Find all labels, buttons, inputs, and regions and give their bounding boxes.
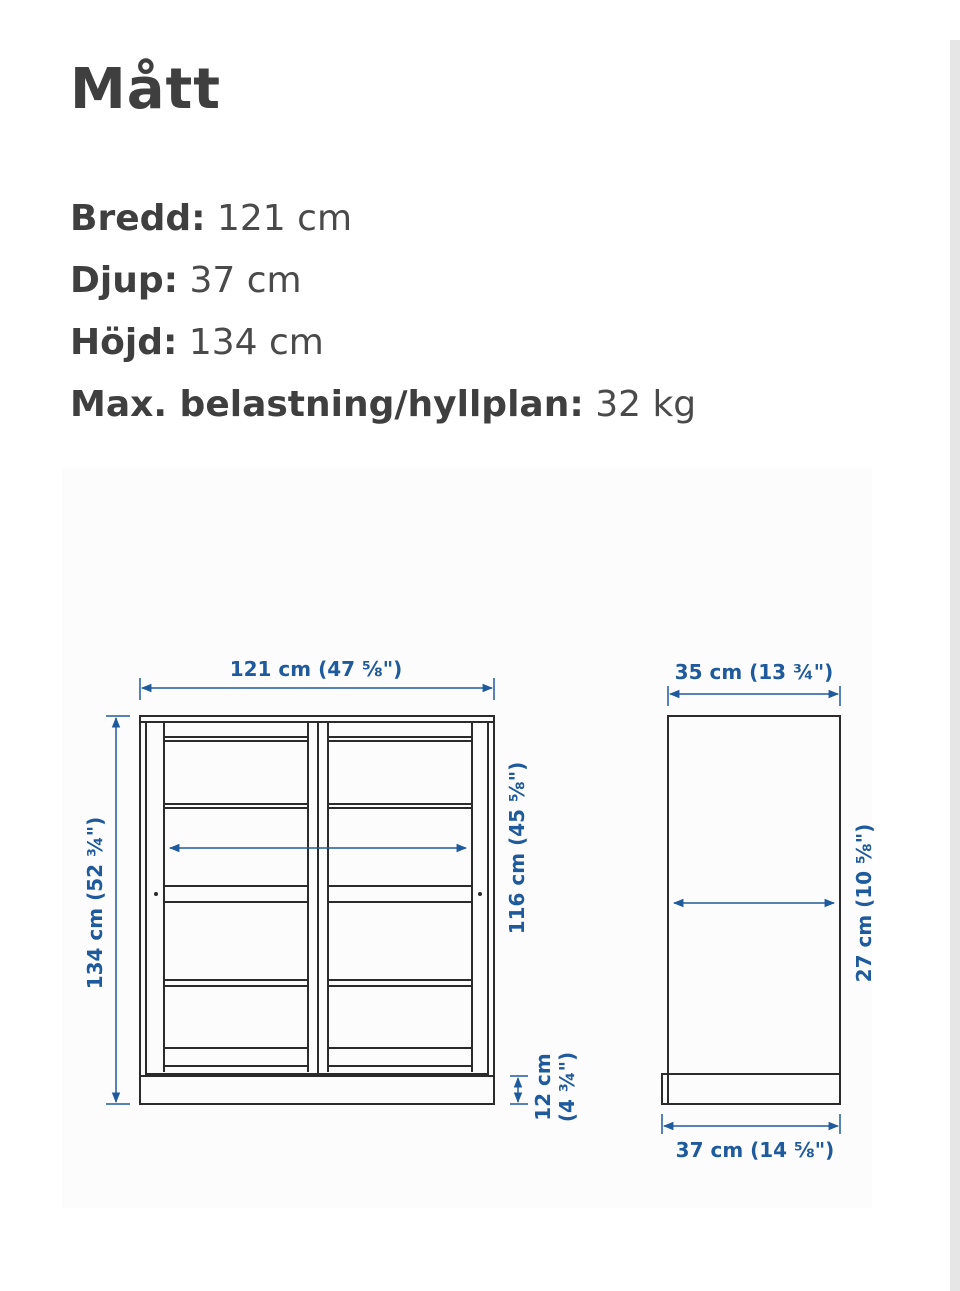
shelf bbox=[164, 980, 308, 986]
side-outline bbox=[668, 716, 840, 1104]
side-base-depth-label: 37 cm (14 ⅝") bbox=[675, 1138, 835, 1162]
front-width-label: 121 cm (47 ⅝") bbox=[229, 657, 403, 681]
shelf bbox=[328, 804, 472, 808]
shelf bbox=[328, 737, 472, 741]
plinth-height-label-line1: 12 cm bbox=[531, 1053, 555, 1121]
side-dimension-lines bbox=[662, 686, 840, 1134]
shelf bbox=[328, 1048, 472, 1066]
spec-value: 32 kg bbox=[595, 384, 697, 425]
door-knob-icon bbox=[478, 892, 482, 896]
spec-value: 37 cm bbox=[189, 260, 302, 301]
side-view-cabinet bbox=[662, 716, 840, 1104]
page-title: Mått bbox=[70, 57, 222, 122]
front-view-cabinet bbox=[140, 716, 494, 1104]
door-knob-icon bbox=[154, 892, 158, 896]
shelf bbox=[164, 737, 308, 741]
shelf bbox=[328, 980, 472, 986]
side-inner-depth-label: 27 cm (10 ⅝") bbox=[852, 823, 876, 983]
spec-label: Max. belastning/hyllplan: bbox=[70, 384, 584, 425]
spec-label: Djup: bbox=[70, 260, 179, 301]
spec-label: Bredd: bbox=[70, 198, 206, 239]
side-plinth bbox=[662, 1074, 840, 1104]
spec-value: 121 cm bbox=[217, 198, 353, 239]
side-top-depth-label: 35 cm (13 ¾") bbox=[674, 660, 834, 684]
spec-label: Höjd: bbox=[70, 322, 178, 363]
inner-height-label: 116 cm (45 ⅝") bbox=[505, 761, 529, 935]
front-height-label: 134 cm (52 ¾") bbox=[83, 816, 107, 990]
spec-value: 134 cm bbox=[188, 322, 324, 363]
shelf bbox=[164, 804, 308, 808]
shelf bbox=[164, 1048, 308, 1066]
right-door bbox=[318, 722, 488, 1074]
plinth-height-label-line2: (4 ¾") bbox=[555, 1051, 579, 1123]
cabinet-plinth bbox=[140, 1076, 494, 1104]
shelf bbox=[328, 886, 472, 902]
left-door bbox=[146, 722, 318, 1074]
shelf bbox=[164, 886, 308, 902]
